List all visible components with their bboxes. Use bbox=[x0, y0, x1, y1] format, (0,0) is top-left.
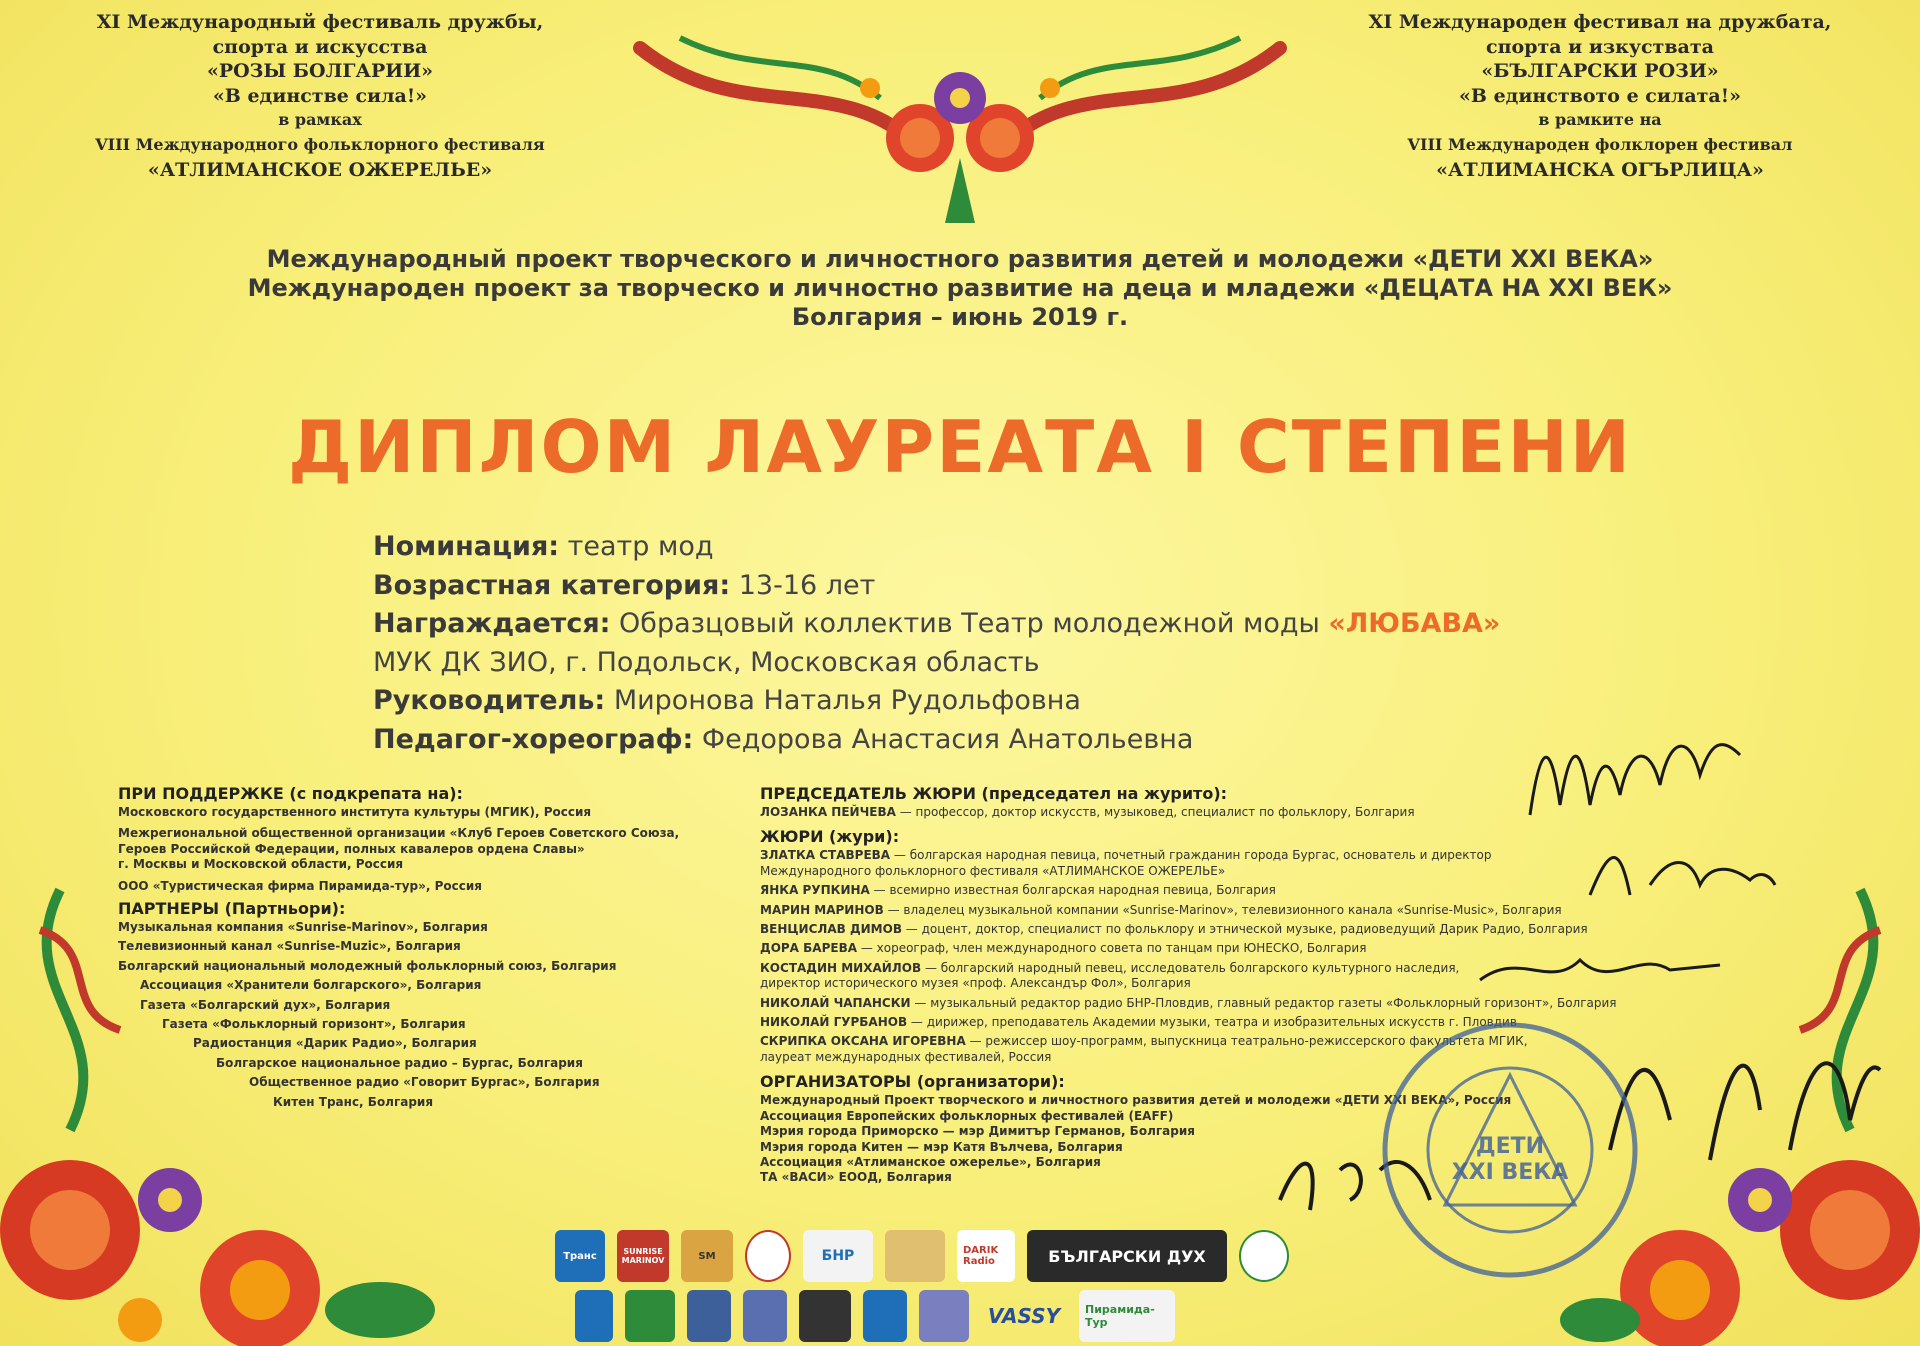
organizers-heading: ОРГАНИЗАТОРЫ (организатори): bbox=[760, 1072, 1065, 1092]
awarded-label: Награждается: bbox=[373, 608, 611, 639]
jury-member-desc-cont: директор исторического музея «проф. Александър Фол», Болгария bbox=[760, 976, 1191, 991]
partners-heading: ПАРТНЕРЫ (Партньори): bbox=[118, 899, 346, 919]
jury-member bbox=[760, 848, 1617, 863]
sponsor-logo: SM bbox=[681, 1230, 733, 1282]
jury-member bbox=[760, 922, 1617, 937]
age-value: 13-16 лет bbox=[730, 569, 876, 601]
jury-chair-name: ЛОЗАНКА ПЕЙЧЕВА bbox=[760, 805, 896, 819]
jury-member-desc: — болгарский народный певец, исследователь болгарского культурного наследия, bbox=[921, 960, 1460, 975]
sponsor-logo: Пирамида-Тур bbox=[1079, 1290, 1175, 1342]
partner-item: Газета «Болгарский дух», Болгария bbox=[140, 997, 391, 1012]
header-left-line6: VIII Международного фольклорного фестиваля bbox=[95, 134, 545, 154]
jury-member-desc: — доцент, доктор, специалист по фольклору и этнической музыке, радиоведущий Дарик Радио, Болгария bbox=[901, 922, 1588, 937]
header-right-line3: «БЪЛГАРСКИ РОЗИ» bbox=[1481, 60, 1719, 83]
awarded-name: «ЛЮБАВА» bbox=[1328, 608, 1501, 639]
project-block bbox=[160, 245, 1760, 332]
partner-item: Болгарский национальный молодежный фольклорный союз, Болгария bbox=[118, 958, 617, 973]
jury-chair bbox=[760, 805, 1617, 820]
jury-member-desc: — режиссер шоу-программ, выпускница театрально-режиссерского факультета МГИК, bbox=[965, 1034, 1528, 1049]
organization-seal bbox=[1375, 1015, 1645, 1285]
sponsor-logos-row2 bbox=[575, 1290, 1175, 1342]
sponsor-logo bbox=[743, 1290, 787, 1342]
jury-member-name: ДОРА БАРЕВА bbox=[760, 941, 858, 956]
choreographer-label: Педагог-хореограф: bbox=[373, 723, 694, 755]
signature-jury-2 bbox=[1470, 940, 1730, 1000]
organizer-item: ТА «ВАСИ» ЕООД, Болгария bbox=[760, 1170, 952, 1185]
jury-member-desc: — дирижер, преподаватель Академии музыки, театра и изобразительных искусств г. Пловдив bbox=[907, 1015, 1517, 1030]
jury-member-name: НИКОЛАЙ ГУРБАНОВ bbox=[760, 1015, 908, 1030]
partner-item: Ассоциация «Хранители болгарского», Болгария bbox=[140, 978, 482, 993]
header-left bbox=[20, 10, 620, 182]
header-right-line2: спорта и изкуствата bbox=[1486, 35, 1714, 58]
nomination-value: театр мод bbox=[559, 531, 714, 562]
header-left-line3: «РОЗЫ БОЛГАРИИ» bbox=[206, 60, 434, 83]
jury-member bbox=[760, 883, 1617, 898]
jury-member-desc-cont: Международного фольклорного фестиваля «АТЛИМАНСКОЕ ОЖЕРЕЛЬЕ» bbox=[760, 863, 1226, 878]
sponsor-logo: VASSY bbox=[987, 1304, 1061, 1328]
jury-member-name: КОСТАДИН МИХАЙЛОВ bbox=[760, 960, 922, 975]
leader-value: Миронова Наталья Рудольфовна bbox=[605, 685, 1081, 716]
top-ornament bbox=[620, 8, 1300, 238]
sponsor-logos-row1 bbox=[555, 1230, 1289, 1282]
project-date: Болгария – июнь 2019 г. bbox=[791, 303, 1129, 331]
jury-chair-desc: — профессор, доктор искусств, музыковед, специалист по фольклору, Болгария bbox=[895, 805, 1415, 819]
awarded-row bbox=[373, 605, 1500, 644]
sponsor-logo bbox=[863, 1290, 907, 1342]
age-label: Возрастная категория: bbox=[373, 569, 731, 601]
header-left-line5: в рамках bbox=[278, 110, 362, 130]
signature-chair bbox=[1520, 715, 1760, 835]
sponsor-logo bbox=[745, 1230, 791, 1282]
leader-label: Руководитель: bbox=[373, 685, 606, 716]
partner-item: Болгарское национальное радио – Бургас, Болгария bbox=[216, 1055, 583, 1070]
header-left-line7: «АТЛИМАНСКОЕ ОЖЕРЕЛЬЕ» bbox=[147, 158, 493, 181]
award-details bbox=[373, 528, 1500, 759]
jury-member-desc: — болгарская народная певица, почетный гражданин города Бургас, основатель и директор bbox=[890, 848, 1492, 863]
project-ru: Международный проект творческого и личностного развития детей и молодежи «ДЕТИ XXI ВЕКА» bbox=[266, 245, 1654, 273]
organizer-item: Ассоциация «Атлиманское ожерелье», Болгария bbox=[760, 1154, 1101, 1169]
jury-heading: ЖЮРИ (жури): bbox=[760, 827, 900, 847]
sponsor-logo bbox=[1239, 1230, 1289, 1282]
nomination-label: Номинация: bbox=[373, 531, 560, 562]
organizer-item: Международный Проект творческого и личностного развития детей и молодежи «ДЕТИ XXI ВЕКА», Россия bbox=[760, 1093, 1512, 1108]
jury-member-name: ВЕНЦИСЛАВ ДИМОВ bbox=[760, 922, 902, 937]
header-right-line7: «АТЛИМАНСКА ОГЪРЛИЦА» bbox=[1436, 158, 1764, 181]
partner-item: Радиостанция «Дарик Радио», Болгария bbox=[193, 1036, 477, 1051]
organizer-item: Ассоциация Европейских фольклорных фестивалей (EAFF) bbox=[760, 1108, 1174, 1123]
nomination-row bbox=[373, 528, 1500, 567]
jury-member-desc: — хореограф, член международного совета по танцам при ЮНЕСКО, Болгария bbox=[857, 941, 1367, 956]
partner-item: Телевизионный канал «Sunrise-Muzic», Болгария bbox=[118, 939, 461, 954]
leader-row bbox=[373, 682, 1500, 721]
header-right bbox=[1300, 10, 1900, 182]
jury-chair-heading: ПРЕДСЕДАТЕЛЬ ЖЮРИ (председател на журито): bbox=[760, 784, 1228, 803]
choreographer-value: Федорова Анастасия Анатольевна bbox=[693, 723, 1194, 755]
sponsor-logo: БЪЛГАРСКИ ДУХ bbox=[1027, 1230, 1227, 1282]
support-item: Московского государственного института культуры (МГИК), Россия bbox=[118, 805, 592, 819]
age-row bbox=[373, 567, 1500, 606]
partner-item: Китен Транс, Болгария bbox=[273, 1094, 434, 1109]
partner-item: Газета «Фольклорный горизонт», Болгария bbox=[162, 1017, 466, 1032]
support-item: Героев Российской Федерации, полных кавалеров ордена Славы» bbox=[118, 841, 585, 856]
sponsor-logo bbox=[919, 1290, 969, 1342]
jury-member-desc: — владелец музыкальной компании «Sunrise-Marinov», телевизионного канала «Sunrise-Music», Болгария bbox=[883, 902, 1562, 917]
support-item: ООО «Туристическая фирма Пирамида-тур», Россия bbox=[118, 878, 482, 893]
diploma-title: ДИПЛОМ ЛАУРЕАТА I СТЕПЕНИ bbox=[288, 405, 1632, 489]
sponsor-logo: Транс bbox=[555, 1230, 605, 1282]
jury-member-name: ЯНКА РУПКИНА bbox=[760, 883, 870, 898]
support-item: г. Москвы и Московской области, Россия bbox=[118, 857, 404, 872]
header-left-line2: спорта и искусства bbox=[212, 35, 428, 58]
header-right-line5: в рамките на bbox=[1538, 110, 1662, 130]
support-column bbox=[118, 783, 679, 1110]
partner-item: Общественное радио «Говорит Бургас», Болгария bbox=[249, 1075, 600, 1090]
header-right-line4: «В единството е силата!» bbox=[1459, 84, 1741, 107]
support-heading: ПРИ ПОДДЕРЖКЕ (с подкрепата на): bbox=[118, 784, 463, 803]
jury-member-name: СКРИПКА ОКСАНА ИГОРЕВНА bbox=[760, 1034, 966, 1049]
jury-member bbox=[760, 903, 1617, 918]
partner-item: Музыкальная компания «Sunrise-Marinov», Болгария bbox=[118, 920, 488, 935]
choreographer-row bbox=[373, 721, 1500, 760]
sponsor-logo bbox=[625, 1290, 675, 1342]
jury-member-name: МАРИН МАРИНОВ bbox=[760, 902, 884, 917]
seal-text-1: ДЕТИ bbox=[1475, 1134, 1545, 1159]
sponsor-logo: БНР bbox=[803, 1230, 873, 1282]
jury-member-desc: — всемирно известная болгарская народная певица, Болгария bbox=[869, 883, 1276, 898]
sponsor-logo: DARIK Radio bbox=[957, 1230, 1015, 1282]
seal-text-2: XXI ВЕКА bbox=[1451, 1160, 1569, 1185]
organizer-item: Мэрия города Приморско — мэр Димитър Германов, Болгария bbox=[760, 1124, 1195, 1139]
signature-jury-1 bbox=[1580, 835, 1780, 915]
header-right-line6: VIII Международен фолклорен фестивал bbox=[1407, 134, 1793, 154]
jury-member-desc: — музыкальный редактор радио БНР-Пловдив, главный редактор газеты «Фольклорный горизонт», Болгария bbox=[910, 995, 1617, 1010]
header-right-line1: XI Международен фестивал на дружбата, bbox=[1368, 11, 1832, 33]
awarded-value: Образцовый коллектив Театр молодежной моды bbox=[610, 608, 1329, 639]
sponsor-logo bbox=[687, 1290, 731, 1342]
project-bg: Международен проект за творческо и личностно развитие на деца и младежи «ДЕЦАТА НА XXI ВЕК» bbox=[247, 274, 1673, 302]
header-left-line1: XI Международный фестиваль дружбы, bbox=[96, 11, 544, 33]
org-row: МУК ДК ЗИО, г. Подольск, Московская область bbox=[373, 646, 1040, 678]
header-left-line4: «В единстве сила!» bbox=[212, 84, 428, 107]
organizer-item: Мэрия города Китен — мэр Катя Вълчева, Болгария bbox=[760, 1139, 1123, 1154]
sponsor-logo bbox=[799, 1290, 851, 1342]
sponsor-logo: SUNRISE MARINOV bbox=[617, 1230, 669, 1282]
jury-member-name: ЗЛАТКА СТАВРЕВА bbox=[760, 848, 891, 863]
jury-member-desc-cont: лауреат международных фестивалей, Россия bbox=[760, 1049, 1052, 1064]
sponsor-logo bbox=[575, 1290, 613, 1342]
jury-member-name: НИКОЛАЙ ЧАПАНСКИ bbox=[760, 995, 911, 1010]
sponsor-logo bbox=[885, 1230, 945, 1282]
support-item: Межрегиональной общественной организации «Клуб Героев Советского Союза, bbox=[118, 826, 680, 841]
